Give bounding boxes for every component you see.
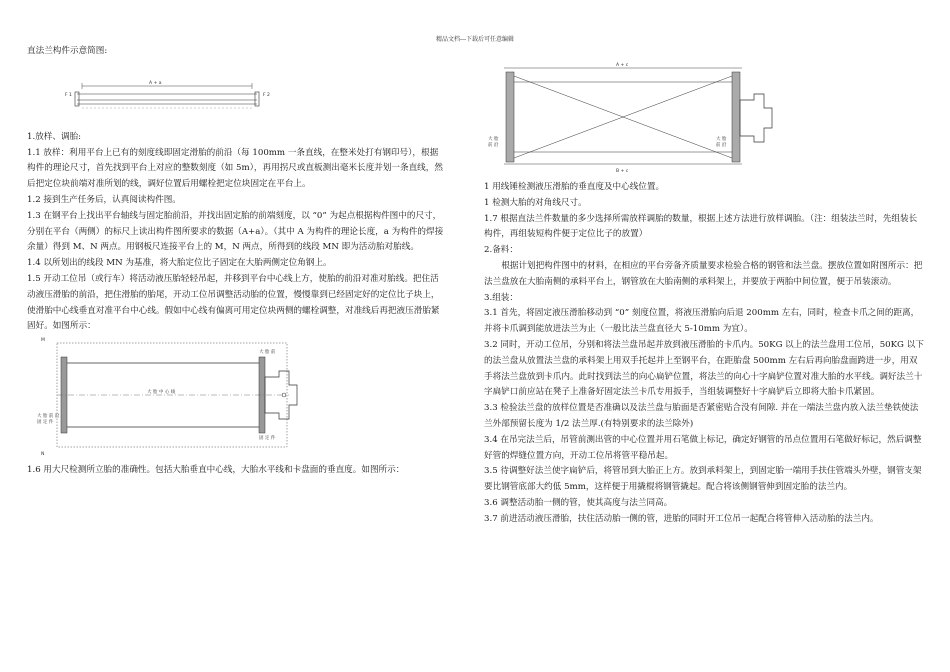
dim-label-top: A + c [616, 63, 629, 68]
left-edge-label-2: 前 沿 [488, 143, 499, 148]
left-edge-label-1: 大 胎 [488, 137, 499, 142]
section-title: 直法兰构件示意简图: [27, 46, 108, 56]
para-3-6: 3.6 调整活动胎一侧的管，使其高度与法兰同高。 [484, 497, 673, 508]
flange-sketch-svg [27, 60, 445, 130]
para-3-2: 3.2 同时，开动工位吊，分别和将法兰盘吊起并放到液压滑胎的卡爪内。50KG 以上的法兰盘用工位吊，50KG 以下的法兰盘从放置法兰盘的承料架上用双手托起并上至钢平台，在距胎盘 500mm 左右后再向胎盘面跨进一步，用双手将法兰盘放到卡爪内。此时找到法兰的向心扁铲位置，将法兰的向心十字扁铲位置对准大胎的水平线。调好法兰十字扁铲口前应站在凳子上准备好固定法兰卡爪专用扳手，当组装调整好十字扁铲后立即将大胎卡爪紧固。 [484, 339, 924, 398]
left-column [27, 44, 445, 479]
right-fixture-label-2: 固 定 件 [259, 436, 276, 442]
para-2-1: 根据计划把构件图中的材料，在相应的平台旁备齐质量要求检验合格的钢管和法兰盘。摆放位置如附图所示：把法兰盘放在大胎南侧的承料平台上，钢管放在大胎南侧的承料架上，并要放于两胎中间位置，便于吊装滚动。 [484, 260, 923, 287]
page-header: 精品文档---下载后可任意编辑 [435, 36, 515, 43]
right-edge-label-2: 前 沿 [716, 143, 727, 148]
right-fixture-label-1: 大 胎 前 [259, 350, 276, 356]
dim-label-a: A + a [149, 80, 162, 86]
para-1-6: 1.6 用大尺检测所立胎的准确性。包括大胎垂直中心线，大胎水平线和卡盘面的垂直度。如图所示： [27, 465, 405, 476]
para-3-3: 3.3 检验法兰盘的放样位置是否准确以及法兰盘与胎面是否紧密贴合没有间隙. 并在一端法兰盘内放入法兰垫铁使法兰外部预留长度为 1/2 法兰厚.(有特别要求的法兰除外) [484, 403, 919, 429]
para-3-4: 3.4 在吊完法兰后，吊管前测出管的中心位置并用石笔做上标记，确定好钢管的吊点位置用石笔做好标记，然后调整好管的焊缝位置方向，开动工位吊将管平稳吊起。 [484, 434, 922, 461]
para-1-1: 1.1 放样：利用平台上已有的刻度线即固定滑胎的前沿（每 100mm 一条直线，在整米处打有钢印号），根据构件的理论尺寸，首先找到平台上对应的整数刻度（如 5m），再用拐尺或直板测出毫米长度并划一条直线，然后把定位块前端对准所划的线，调好位置后用螺栓把定位块固定在平台上。 [27, 147, 443, 190]
right-edge-label-1: 大 胎 [716, 137, 727, 142]
para-1-4: 1.4 以所划出的线段 MN 为基准，将大胎定位比子固定在大胎两侧定位角钢上。 [27, 258, 332, 269]
jig-diagram [27, 335, 445, 463]
label-f1: F 1 [65, 92, 72, 98]
para-3-5: 3.5 待调整好法兰使字扁铲后，将管吊到大胎正上方。放到承料架上，到固定胎一端用手扶住管端头外壁，钢管支架要比钢管底部大约低 5mm，这样便于用撬棍将钢管撬起。配合将该侧钢管伸到固定胎的法兰内。 [484, 466, 922, 493]
dim-label-bottom: B + c [616, 169, 629, 174]
para-1-2: 1.2 接到生产任务后，认真阅读构件图。 [27, 194, 181, 205]
left-fixture-label-2: 固 定 件 [37, 420, 54, 426]
para-3-1: 3.1 首先，将固定液压滑胎移动到 “0” 刻度位置，将液压滑胎向后退 200mm 左右，同时，检查卡爪之间的距离，并将卡爪调到能放进法兰为止（一般比法兰盘直径大 5-10mm 为宜）。 [484, 308, 920, 335]
para-r1: 1 用线锤检测液压滑胎的垂直度及中心线位置。 [484, 182, 665, 192]
corner-n-label: N [41, 452, 45, 458]
left-fixture-label-1: 大 胎 前 沿 [37, 414, 60, 420]
section-1-heading: 1.放样、调胎: [27, 131, 82, 142]
jig-diagram-svg [27, 335, 445, 463]
flange-sketch [27, 60, 445, 130]
diagonal-check-diagram [484, 58, 784, 176]
section-3-heading: 3.组装： [484, 292, 518, 303]
para-1-7: 1.7 根据直法兰件数量的多少选择所需放样调胎的数量，根据上述方法进行放样调胎。（注：组装法兰时，先组装长构件，再组装短构件便于定位比子的放置） [484, 213, 918, 240]
para-1-5: 1.5 开动工位吊（或行车）将活动液压胎轻轻吊起，并移到平台中心线上方，使胎的前沿对准对胎线。把住活动液压滑胎的前沿，把住滑胎的胎尾，开动工位吊调整活动胎的位置，慢慢靠到已经固定好的定位比子块上，使滑胎中心线垂直对准平台中心线。假如中心线有偏离可用定位块两侧的螺栓调整，对准线后再把液压滑胎紧固好。如图所示： [27, 273, 440, 332]
section-2-heading: 2.备料： [484, 245, 518, 256]
para-3-7: 3.7 前进活动液压滑胎，扶住活动胎一侧的管，进胎的同时开工位吊一起配合将管伸入活动胎的法兰内。 [484, 513, 879, 524]
right-column [484, 180, 924, 528]
para-1-3: 1.3 在钢平台上找出平台轴线与固定胎前沿，并找出固定胎的前端刻度，以 “0” 为起点根据构件图中的尺寸，分别在平台（两侧）的标尺上读出构件图所要求的数据（A+a）。（其中 A 为构件的理论长度，a 为构件的焊接余量）得到 M、N 两点。用钢板尺连接平台上的 M，N 两点，所得到的线段 MN 即为活动胎对胎线。 [27, 210, 444, 253]
centerline-label: 大 胎 中 心 线 [147, 390, 176, 396]
para-r2: 1 检测大胎的对角线尺寸。 [484, 197, 587, 208]
corner-m-label: M [41, 338, 45, 344]
label-f2: F 2 [263, 92, 270, 98]
diagonal-check-svg [484, 58, 784, 176]
